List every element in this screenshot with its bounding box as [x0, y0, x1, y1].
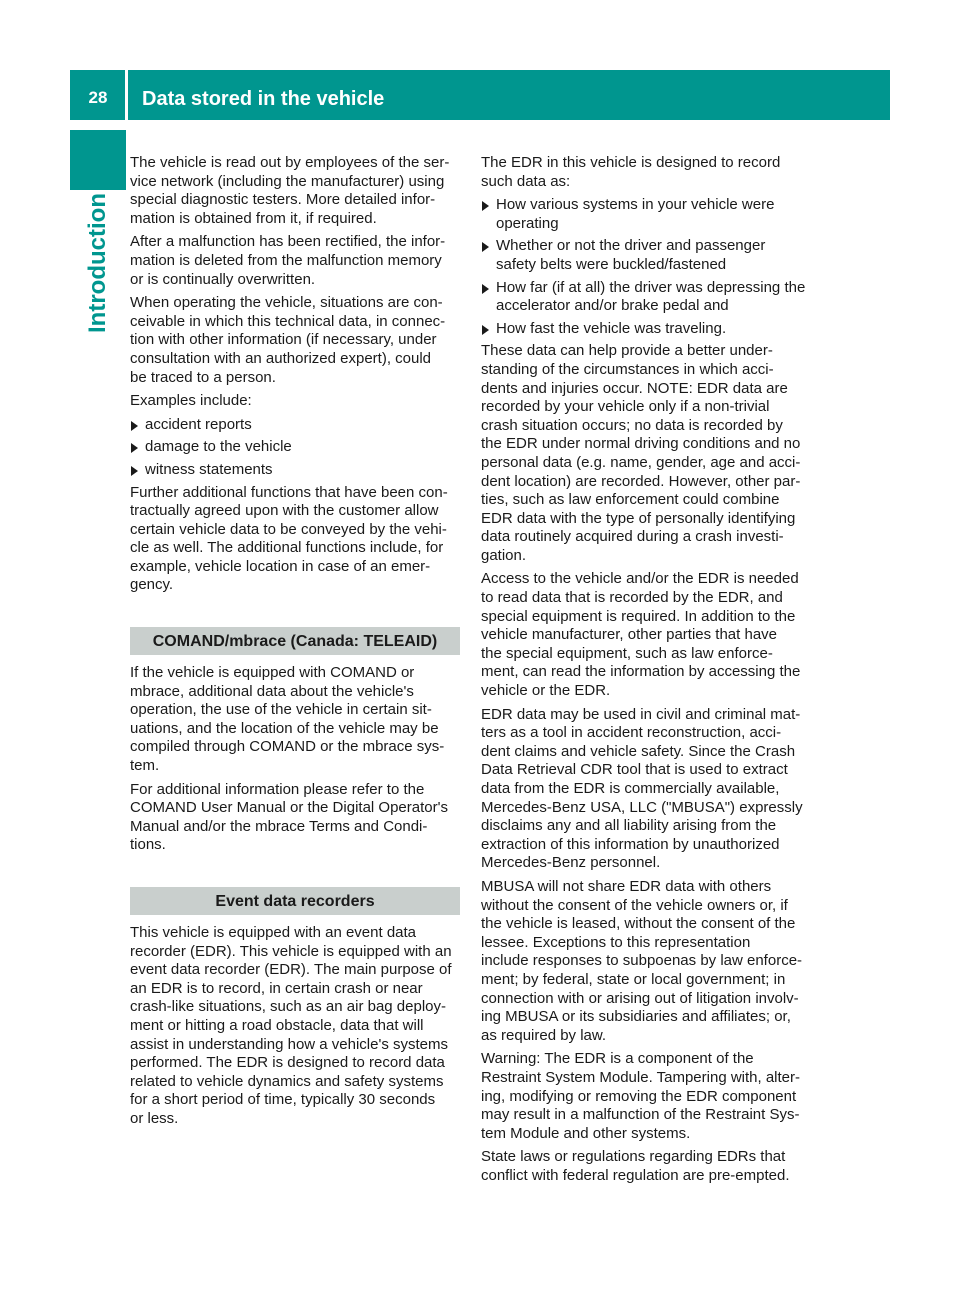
- right-column: [481, 154, 811, 1190]
- paragraph: Access to the vehicle and/or the EDR is needed to read data that is recorded by the EDR, and special equipment is required. In addition to the vehicle manufacturer, other parties that have the special equipment, such as law enforce- ment, can read the information by accessing the vehicle or the EDR.: [481, 570, 801, 700]
- paragraph: This vehicle is equipped with an event data recorder (EDR). This vehicle is equipped with an event data recorder (EDR). The main purpose of an EDR is to record, in certain crash or near crash-like situations, such as an air bag deploy- ment or hitting a road obstacle, data that will assist in understanding how a vehicle's systems performed. The EDR is designed to record data related to vehicle dynamics and safety systems for a short period of time, typically 30 seconds or less.: [130, 924, 452, 1127]
- bullet-list: [481, 196, 811, 338]
- section-heading-edr: Event data recorders: [130, 887, 460, 915]
- list-item: How far (if at all) the driver was depressing the accelerator and/or brake pedal and: [481, 279, 811, 316]
- side-tab-label: Introduction: [84, 193, 111, 333]
- left-column: [130, 154, 460, 1134]
- paragraph: When operating the vehicle, situations are con- ceivable in which this technical data, in connec- tion with other information (if necessary, under consultation with an authorized expert), could be traced to a person.: [130, 294, 446, 386]
- paragraph: If the vehicle is equipped with COMAND or mbrace, additional data about the vehicle's operation, the use of the vehicle in certain sit- uations, and the location of the vehicle may be compiled through COMAND or the mbrace sys- tem.: [130, 664, 445, 775]
- bullet-list: [130, 416, 460, 480]
- header-divider: [125, 70, 128, 120]
- section-heading-comand: COMAND/mbrace (Canada: TELEAID): [130, 627, 460, 655]
- paragraph: The vehicle is read out by employees of the ser- vice network (including the manufacturer) using special diagnostic testers. More detailed infor- mation is obtained from it, if required.: [130, 154, 450, 227]
- paragraph: Examples include:: [130, 392, 252, 410]
- page-title: Data stored in the vehicle: [142, 88, 385, 110]
- page-number: 28: [88, 88, 108, 107]
- side-tab-marker: [70, 130, 126, 190]
- paragraph: After a malfunction has been rectified, the infor- mation is deleted from the malfunction memory or is continually overwritten.: [130, 233, 446, 288]
- paragraph: The EDR in this vehicle is designed to record such data as:: [481, 154, 781, 190]
- paragraph: MBUSA will not share EDR data with others without the consent of the vehicle owners or, if the vehicle is leased, without the consent of the lessee. Exceptions to this representation include responses to subpoenas by law enforce- ment; by federal, state or local government; in connection with or arising out of litigation involv- ing MBUSA or its subsidiaries and affiliates; or, as required by law.: [481, 877, 803, 1044]
- list-item: accident reports: [130, 416, 460, 435]
- paragraph: For additional information please refer to the COMAND User Manual or the Digital Operator's Manual and/or the mbrace Terms and Condi- tions.: [130, 780, 448, 854]
- list-item: damage to the vehicle: [130, 438, 460, 457]
- list-item: witness statements: [130, 461, 460, 480]
- paragraph: These data can help provide a better under- standing of the circumstances in which acci- dents and injuries occur. NOTE: EDR data are recorded by your vehicle only if a non-trivial crash situation occurs; no data is recorded by the EDR under normal driving conditions and no personal data (e.g. name, gender, age and acci- dent location) are recorded. However, other par- ties, such as law enforcement could combine EDR data with the type of personally identifying data routinely acquired during a crash investi- gation.: [481, 342, 801, 564]
- paragraph: Warning: The EDR is a component of the Restraint System Module. Tampering with, alter- ing, modifying or removing the EDR component may result in a malfunction of the Restraint Sys- tem Module and other systems.: [481, 1050, 801, 1142]
- paragraph: Further additional functions that have been con- tractually agreed upon with the customer allow certain vehicle data to be conveyed by the vehi- cle as well. The additional functions include, for example, vehicle location in case of an emer- gency.: [130, 483, 448, 594]
- paragraph: State laws or regulations regarding EDRs that conflict with federal regulation are pre-empted.: [481, 1148, 790, 1184]
- paragraph: EDR data may be used in civil and criminal mat- ters as a tool in accident reconstruction, acci- dent claims and vehicle safety. Since the Crash Data Retrieval CDR tool that is used to extract data from the EDR is commercially available, Mercedes-Benz USA, LLC ("MBUSA") expressly disclaims any and all liability arising from the extraction of this information by unauthorized Mercedes-Benz personnel.: [481, 705, 803, 872]
- list-item: Whether or not the driver and passenger safety belts were buckled/fastened: [481, 237, 811, 274]
- list-item: How various systems in your vehicle were operating: [481, 196, 811, 233]
- list-item: How fast the vehicle was traveling.: [481, 320, 811, 339]
